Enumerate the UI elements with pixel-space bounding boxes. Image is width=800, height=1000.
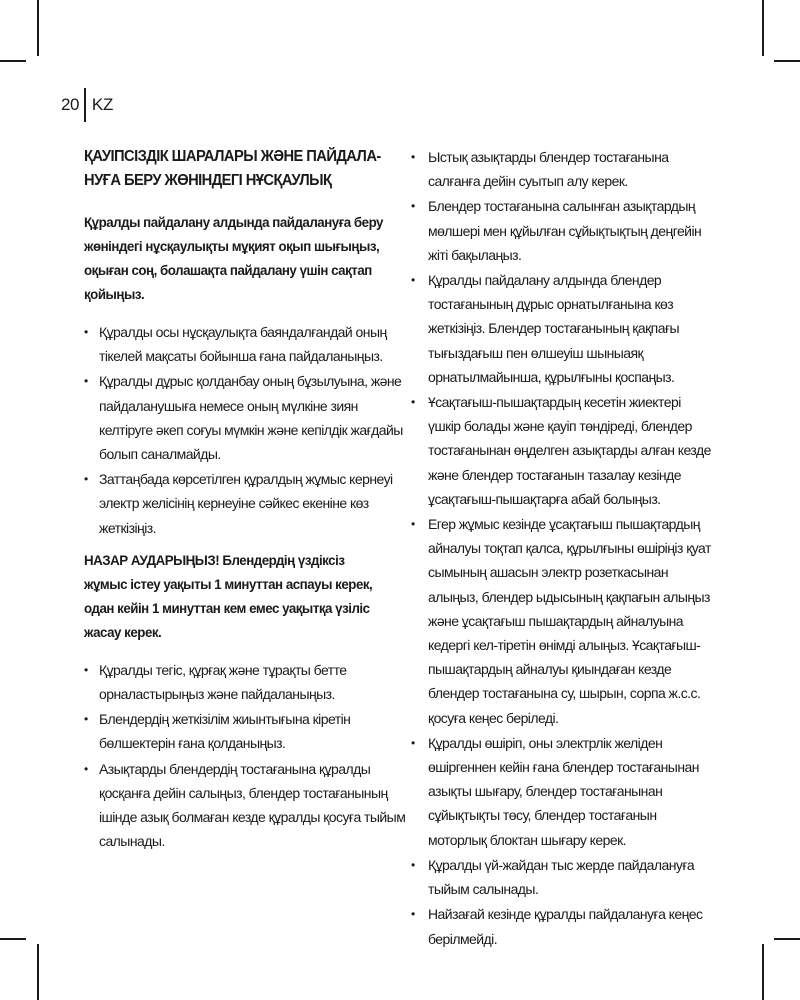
list-item: • Найзағай кезінде құралды пайдалануға кеңес берілмейді.	[411, 902, 711, 950]
bullet-icon: •	[84, 325, 88, 339]
bullet-icon: •	[411, 907, 415, 922]
bullet-icon: •	[411, 857, 415, 872]
page-header	[61, 88, 113, 122]
bullet-icon: •	[411, 199, 415, 214]
list-item: • Құралды дұрыс қолданбау оның бұзылуына, және пайдаланушыға немесе оның мүлкіне зиян келтіруге әкеп соғуы мүмкін және кепілдік жағдайы болып саналмайды.	[84, 369, 414, 466]
list-item: • Блендердің жеткізілім жиынтығына кіретін бөлшектерін ғана қолданыңыз.	[84, 707, 414, 755]
header-divider	[84, 88, 86, 122]
bullet-icon: •	[411, 517, 415, 532]
list-item: • Блендер тостағанына салынған азықтардың мөлшері мен құйылған сұйықтықтың деңгейін жіті бақылаңыз.	[411, 194, 711, 267]
list-item: • Ұсақтағыш-пышақтардың кесетін жиектері үшкір болады және қауіп төндіреді, блендер тостағанынан өңделген азықтарды алған кезде және блендер тостағанын тазалау кезінде ұсақтағыш-пышақтарға абай болыңыз.	[411, 390, 711, 511]
list-item: • Құралды өшіріп, оны электрлік желіден өшіргеннен кейін ғана блендер тостағанынан азықты шығару, блендер тостағанынан сұйықтықты төсу, блендер тостағанын моторлық блоктан шығару керек.	[411, 731, 711, 852]
crop-mark-top-left	[37, 0, 39, 56]
list-item: • Егер жұмыс кезінде ұсақтағыш пышақтардың айналуы тоқтап қалса, құрылғыны өшіріңіз қуат сымының ашасын электр розеткасынан алыңыз, блендер ыдысының қақпағын алыңыз және ұсақтағыш пышақтардың айналуына кедергі кел-тіретін өнімді алыңыз. Ұсақтағыш-пышақтардың айналуы қиындаған кезде блендер тостағанына су, шырын, сорпа ж.с.с. қосуға кеңес беріледі.	[411, 512, 711, 730]
bullet-icon: •	[84, 472, 88, 487]
section-title: ҚАУІПСІЗДІК ШАРАЛАРЫ ЖӘНЕ ПАЙДАЛА-НУҒА БЕРУ ЖӨНІНДЕГІ НҰСҚАУЛЫҚ	[84, 148, 381, 189]
left-column	[84, 145, 414, 861]
bullet-icon: •	[84, 761, 88, 776]
list-item: • Құралды осы нұсқаулықта баяндалғандай оның тікелей мақсаты бойынша ғана пайдаланыңыз.	[84, 320, 414, 368]
right-column	[411, 145, 711, 959]
bullet-icon: •	[84, 374, 88, 389]
crop-mark-bottom-right-h	[774, 938, 800, 940]
list-item: • Құралды пайдалану алдында блендер тостағанының дұрыс орнатылғанына көз жеткізіңіз. Блендер тостағанының қақпағы тығыздағыш пен өлшеуіш шыныаяқ орнатылмайынша, құрылғыны қоспаңыз.	[411, 268, 711, 389]
bullet-icon: •	[84, 712, 88, 727]
list-item: • Ыстық азықтарды блендер тостағанына салғанға дейін суытып алу керек.	[411, 145, 711, 193]
crop-mark-top-right	[762, 0, 764, 56]
language-code: KZ	[91, 95, 114, 114]
page-number: 20	[61, 95, 79, 114]
instruction-list-3	[411, 145, 711, 951]
crop-mark-bottom-left-h	[0, 938, 26, 940]
bullet-icon: •	[84, 662, 88, 677]
crop-mark-top-left-h	[0, 60, 26, 62]
list-item: • Заттаңбада көрсетілген құралдың жұмыс кернеуі электр желісінің кернеуіне сәйкес екеніне көз жеткізіңіз.	[84, 467, 414, 540]
crop-mark-bottom-left	[37, 944, 39, 1000]
warning-paragraph: НАЗАР АУДАРЫҢЫЗ! Блендердің үздіксіз жұмыс істеу уақыты 1 минуттан аспауы керек, одан кейін 1 минуттан кем емес уақытқа үзіліс жасау керек.	[84, 551, 373, 640]
list-item: • Құралды тегіс, құрғақ және тұрақты бетте орналастырыңыз және пайдаланыңыз.	[84, 658, 414, 706]
crop-mark-top-right-h	[774, 60, 800, 62]
bullet-icon: •	[411, 150, 415, 164]
bullet-icon: •	[411, 395, 415, 410]
crop-mark-bottom-right	[762, 944, 764, 1000]
instruction-list-2	[84, 658, 414, 854]
bullet-icon: •	[411, 273, 415, 288]
instruction-list-1	[84, 320, 414, 540]
list-item: • Құралды үй-жайдан тыс жерде пайдалануға тыйым салынады.	[411, 853, 711, 901]
intro-paragraph: Құралды пайдалану алдында пайдалануға беру жөніндегі нұсқаулықты мұқият оқып шығыңыз, оқыған соң, болашақта пайдалану үшін сақтап қойыңыз.	[84, 214, 383, 302]
bullet-icon: •	[411, 735, 415, 750]
list-item: • Азықтарды блендердің тостағанына құралды қосқанға дейін салыңыз, блендер тостағанының ішінде азық болмаған кезде құралды қосуға тыйым салынады.	[84, 757, 414, 854]
